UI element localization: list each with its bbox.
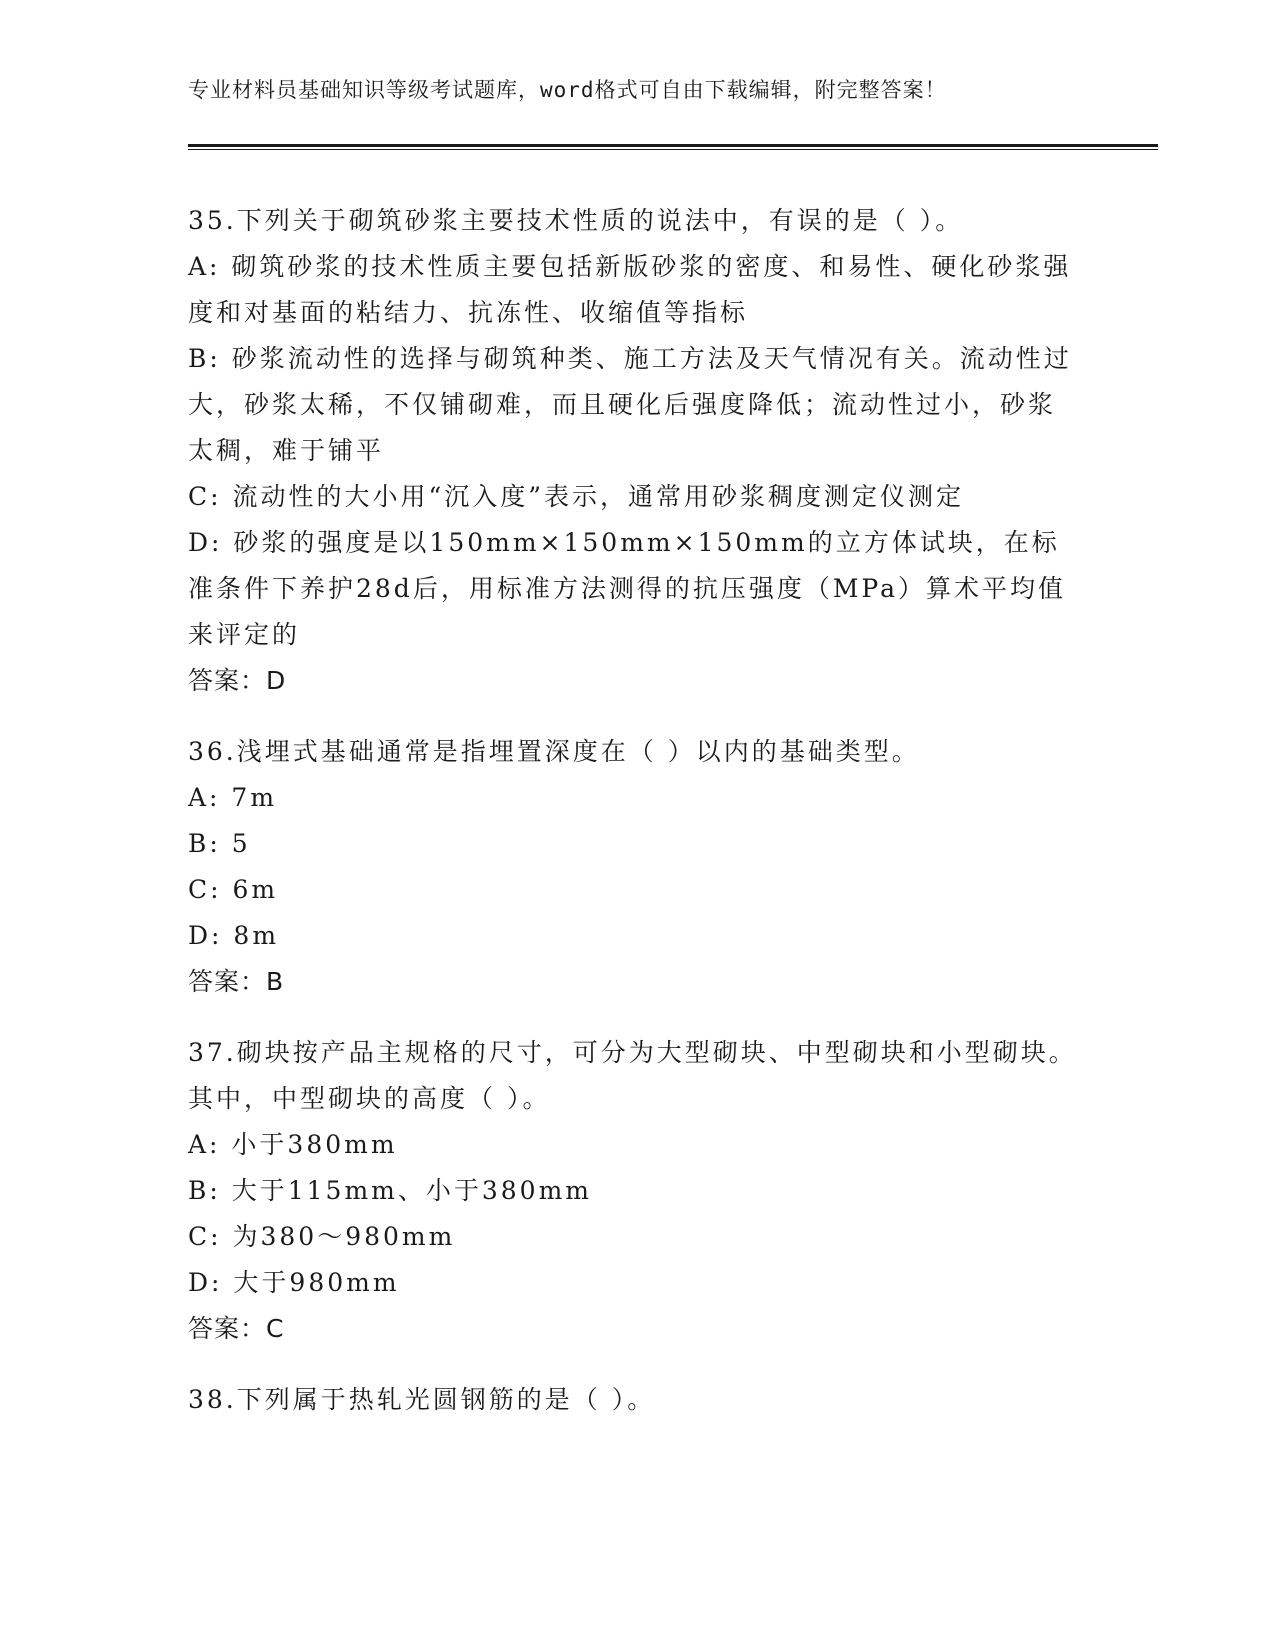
option-c: C: 6m <box>188 875 279 904</box>
question-38 <box>188 1377 1083 1423</box>
option-d: D: 8m <box>188 921 280 950</box>
question-list <box>188 198 1083 1448</box>
question-stem: 36.浅埋式基础通常是指埋置深度在（ ）以内的基础类型。 <box>188 737 920 766</box>
header-divider-thin <box>188 149 1158 150</box>
answer-label: 答案：C <box>188 1314 285 1343</box>
answer-label: 答案：D <box>188 666 287 695</box>
answer-label: 答案：B <box>188 967 285 996</box>
option-b: B: 5 <box>188 829 251 858</box>
option-a: A: 砌筑砂浆的技术性质主要包括新版砂浆的密度、和易性、硬化砂浆强度和对基面的粘结力、抗冻性、收缩值等指标 <box>188 252 1072 327</box>
header-divider-thick <box>188 144 1158 147</box>
question-37 <box>188 1030 1083 1352</box>
question-stem: 35.下列关于砌筑砂浆主要技术性质的说法中，有误的是（ ）。 <box>188 206 964 235</box>
option-d: D: 大于980mm <box>188 1268 400 1297</box>
option-a: A: 小于380mm <box>188 1130 398 1159</box>
option-b: B: 大于115mm、小于380mm <box>188 1176 593 1205</box>
option-d: D: 砂浆的强度是以150mm×150mm×150mm的立方体试块，在标准条件下养护28d后，用标准方法测得的抗压强度（MPa）算术平均值来评定的 <box>188 528 1067 649</box>
option-a: A: 7m <box>188 783 278 812</box>
question-stem: 38.下列属于热轧光圆钢筋的是（ ）。 <box>188 1385 656 1414</box>
document-header: 专业材料员基础知识等级考试题库，word格式可自由下载编辑，附完整答案！ <box>188 78 947 102</box>
option-b: B: 砂浆流动性的选择与砌筑种类、施工方法及天气情况有关。流动性过大，砂浆太稀，不仅铺砌难，而且硬化后强度降低；流动性过小，砂浆太稠，难于铺平 <box>188 344 1072 465</box>
question-36 <box>188 729 1083 1005</box>
option-c: C: 流动性的大小用“沉入度”表示，通常用砂浆稠度测定仪测定 <box>188 482 965 511</box>
option-c: C: 为380～980mm <box>188 1222 456 1251</box>
question-35 <box>188 198 1083 704</box>
question-stem: 37.砌块按产品主规格的尺寸，可分为大型砌块、中型砌块和小型砌块。其中，中型砌块的高度（ ）。 <box>188 1038 1077 1113</box>
